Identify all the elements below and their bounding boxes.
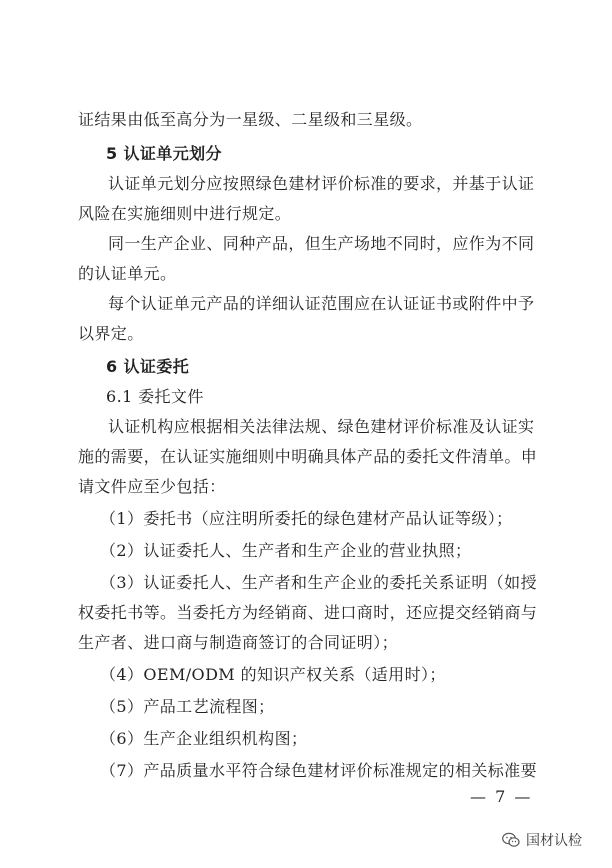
list-item: （3）认证委托人、生产者和生产企业的委托关系证明（如授 — [100, 573, 537, 592]
list-item: （2）认证委托人、生产者和生产企业的营业执照； — [100, 541, 472, 560]
text-line: 认证机构应根据相关法律法规、绿色建材评价标准及认证实 — [108, 417, 535, 436]
section-heading: 5 认证单元划分 — [106, 144, 222, 163]
text-line: 生产者、进口商与制造商签订的合同证明）； — [78, 633, 399, 652]
list-item: （4）OEM/ODM 的知识产权关系（适用时）； — [100, 665, 446, 684]
text-line: 证结果由低至高分为一星级、二星级和三星级。 — [78, 110, 423, 129]
watermark — [502, 830, 582, 850]
text-line: 风险在实施细则中进行规定。 — [78, 204, 292, 223]
text-line: 认证单元划分应按照绿色建材评价标准的要求，并基于认证 — [108, 174, 535, 193]
wechat-icon — [502, 832, 520, 848]
text-line: 同一生产企业、同种产品，但生产场地不同时，应作为不同 — [108, 234, 535, 253]
text-line: 请文件应至少包括： — [78, 477, 226, 496]
page-number: — 7 — — [470, 787, 533, 806]
subsection-heading: 6.1 委托文件 — [106, 387, 204, 406]
text-line: 权委托书等。当委托方为经销商、进口商时，还应提交经销商与 — [78, 603, 538, 622]
list-item: （5）产品工艺流程图； — [100, 697, 275, 716]
list-item: （7）产品质量水平符合绿色建材评价标准规定的相关标准要 — [100, 761, 537, 780]
list-item: （1）委托书（应注明所委托的绿色建材产品认证等级）； — [100, 509, 513, 528]
list-item: （6）生产企业组织机构图； — [100, 729, 308, 748]
text-line: 每个认证单元产品的详细认证范围应在认证证书或附件中予 — [108, 294, 535, 313]
text-line: 施的需要，在认证实施细则中明确具体产品的委托文件清单。申 — [78, 447, 538, 466]
text-line: 的认证单元。 — [78, 264, 177, 283]
watermark-label: 国材认检 — [526, 833, 582, 849]
section-heading: 6 认证委托 — [106, 357, 190, 376]
text-line: 以界定。 — [78, 324, 144, 343]
